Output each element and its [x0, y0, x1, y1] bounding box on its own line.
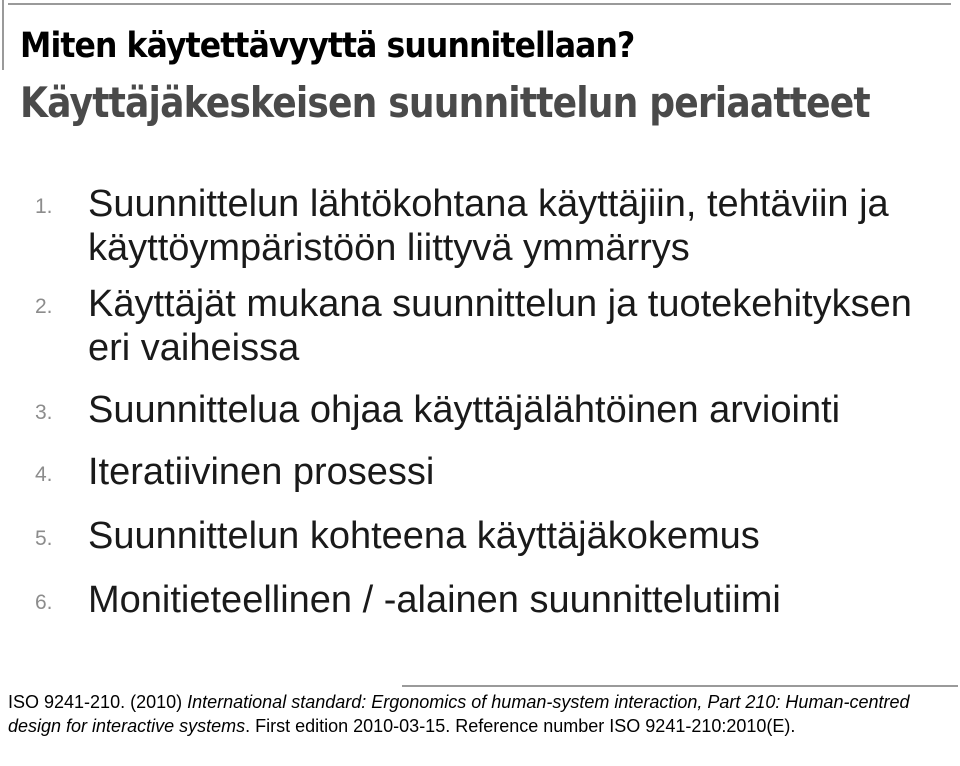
- reference-suffix: . First edition 2010-03-15. Reference number ISO 9241-210:2010(E).: [245, 716, 796, 736]
- item-text: Monitieteellinen / -alainen suunnittelutiimi: [88, 579, 781, 621]
- item-text: Suunnittelun lähtökohtana käyttäjiin, tehtäviin ja käyttöympäristöön liittyvä ymmärrys: [88, 183, 889, 269]
- item-text: Suunnittelua ohjaa käyttäjälähtöinen arviointi: [88, 389, 841, 431]
- item-text: Suunnittelun kohteena käyttäjäkokemus: [88, 515, 760, 557]
- reference-citation: [8, 690, 953, 738]
- top-divider: [8, 3, 951, 5]
- left-divider: [2, 0, 4, 70]
- item-text: Käyttäjät mukana suunnittelun ja tuotekehityksen eri vaiheissa: [88, 283, 912, 369]
- reference-divider: [402, 685, 958, 687]
- item-text: Iteratiivinen prosessi: [88, 451, 435, 493]
- item-number: 6.: [35, 591, 53, 614]
- reference-prefix: ISO 9241-210. (2010): [8, 692, 188, 712]
- reference-title: International standard: Ergonomics of human-system interaction, Part 210: Human-centred design for interactive systems: [8, 692, 910, 736]
- item-number: 1.: [35, 195, 53, 218]
- item-number: 4.: [35, 463, 53, 486]
- item-number: 5.: [35, 527, 53, 550]
- item-number: 2.: [35, 295, 53, 318]
- slide-subtitle: Käyttäjäkeskeisen suunnittelun periaatteet: [20, 78, 870, 127]
- slide-title: Miten käytettävyyttä suunnitellaan?: [20, 26, 635, 66]
- item-number: 3.: [35, 401, 53, 424]
